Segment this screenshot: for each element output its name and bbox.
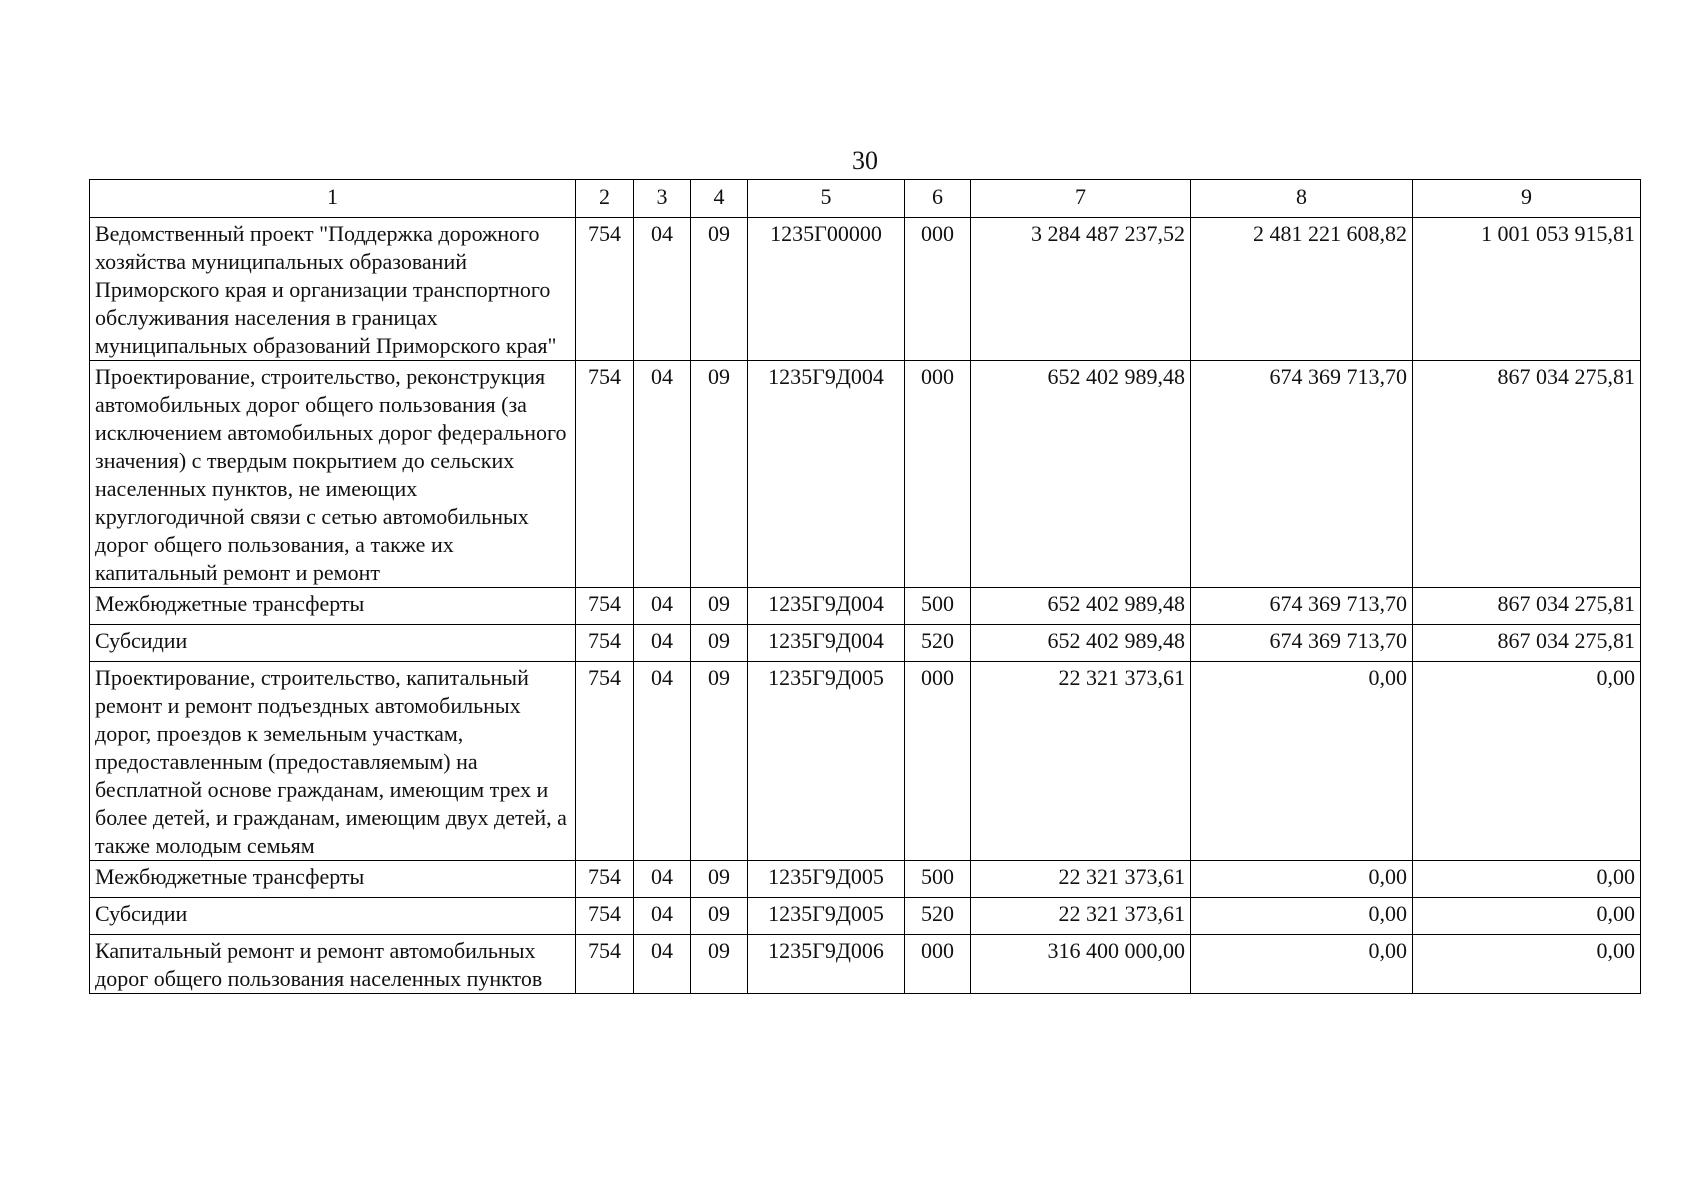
cell-col3: 04 [634,218,691,361]
cell-col5: 1235Г9Д005 [748,662,905,861]
cell-col7: 3 284 487 237,52 [971,218,1191,361]
row-name: Проектирование, строительство, капитальный ремонт и ремонт подъездных автомобильных дорог, проездов к земельным участкам, предоставленным (предоставляемым) на бесплатной основе гражданам, имеющим трех и более детей, и гражданам, имеющим двух детей, а также молодым семьям [90,662,576,861]
cell-col3: 04 [634,861,691,898]
cell-col9: 867 034 275,81 [1413,588,1641,625]
cell-col4: 09 [691,361,748,588]
table-row [90,662,1641,861]
cell-col7: 652 402 989,48 [971,361,1191,588]
cell-col5: 1235Г00000 [748,218,905,361]
column-header: 8 [1191,180,1413,218]
cell-col9: 0,00 [1413,898,1641,935]
cell-col8: 0,00 [1191,861,1413,898]
cell-col3: 04 [634,898,691,935]
table-row [90,861,1641,898]
cell-col3: 04 [634,662,691,861]
column-header: 5 [748,180,905,218]
cell-col8: 0,00 [1191,935,1413,994]
cell-col2: 754 [576,662,634,861]
cell-col9: 1 001 053 915,81 [1413,218,1641,361]
cell-col7: 652 402 989,48 [971,588,1191,625]
cell-col2: 754 [576,935,634,994]
cell-col6: 520 [905,898,971,935]
column-header: 6 [905,180,971,218]
cell-col5: 1235Г9Д006 [748,935,905,994]
row-name: Межбюджетные трансферты [90,588,576,625]
cell-col2: 754 [576,588,634,625]
cell-col5: 1235Г9Д004 [748,361,905,588]
cell-col6: 500 [905,588,971,625]
page-number: 30 [852,146,878,175]
cell-col9: 867 034 275,81 [1413,361,1641,588]
cell-col4: 09 [691,935,748,994]
cell-col9: 0,00 [1413,662,1641,861]
cell-col8: 0,00 [1191,662,1413,861]
column-header: 3 [634,180,691,218]
row-name: Субсидии [90,625,576,662]
table-row [90,361,1641,588]
cell-col8: 0,00 [1191,898,1413,935]
column-header: 4 [691,180,748,218]
column-header: 1 [90,180,576,218]
cell-col6: 000 [905,361,971,588]
cell-col5: 1235Г9Д004 [748,625,905,662]
column-header: 7 [971,180,1191,218]
cell-col9: 867 034 275,81 [1413,625,1641,662]
cell-col6: 000 [905,935,971,994]
cell-col6: 000 [905,662,971,861]
cell-col9: 0,00 [1413,861,1641,898]
table-row [90,218,1641,361]
row-name: Субсидии [90,898,576,935]
cell-col3: 04 [634,625,691,662]
header-row [90,180,1641,218]
cell-col2: 754 [576,218,634,361]
cell-col6: 520 [905,625,971,662]
cell-col2: 754 [576,625,634,662]
cell-col3: 04 [634,361,691,588]
cell-col3: 04 [634,588,691,625]
cell-col9: 0,00 [1413,935,1641,994]
budget-table [89,179,1641,994]
cell-col2: 754 [576,898,634,935]
cell-col5: 1235Г9Д005 [748,898,905,935]
table-row [90,625,1641,662]
cell-col2: 754 [576,361,634,588]
row-name: Ведомственный проект "Поддержка дорожного хозяйства муниципальных образований Приморского края и организации транспортного обслуживания населения в границах муниципальных образований Приморского края" [90,218,576,361]
cell-col5: 1235Г9Д004 [748,588,905,625]
row-name: Капитальный ремонт и ремонт автомобильных дорог общего пользования населенных пунктов [90,935,576,994]
cell-col2: 754 [576,861,634,898]
cell-col8: 2 481 221 608,82 [1191,218,1413,361]
cell-col5: 1235Г9Д005 [748,861,905,898]
table-row [90,898,1641,935]
cell-col6: 000 [905,218,971,361]
cell-col7: 316 400 000,00 [971,935,1191,994]
cell-col8: 674 369 713,70 [1191,361,1413,588]
cell-col4: 09 [691,218,748,361]
cell-col7: 22 321 373,61 [971,898,1191,935]
cell-col4: 09 [691,662,748,861]
column-header: 9 [1413,180,1641,218]
cell-col7: 652 402 989,48 [971,625,1191,662]
cell-col3: 04 [634,935,691,994]
cell-col8: 674 369 713,70 [1191,625,1413,662]
table-row [90,588,1641,625]
row-name: Проектирование, строительство, реконструкция автомобильных дорог общего пользования (за исключением автомобильных дорог федерального значения) с твердым покрытием до сельских населенных пунктов, не имеющих круглогодичной связи с сетью автомобильных дорог общего пользования, а также их капитальный ремонт и ремонт [90,361,576,588]
row-name: Межбюджетные трансферты [90,861,576,898]
cell-col7: 22 321 373,61 [971,861,1191,898]
cell-col4: 09 [691,898,748,935]
cell-col4: 09 [691,625,748,662]
cell-col8: 674 369 713,70 [1191,588,1413,625]
cell-col4: 09 [691,588,748,625]
cell-col4: 09 [691,861,748,898]
column-header: 2 [576,180,634,218]
cell-col6: 500 [905,861,971,898]
cell-col7: 22 321 373,61 [971,662,1191,861]
table-row [90,935,1641,994]
